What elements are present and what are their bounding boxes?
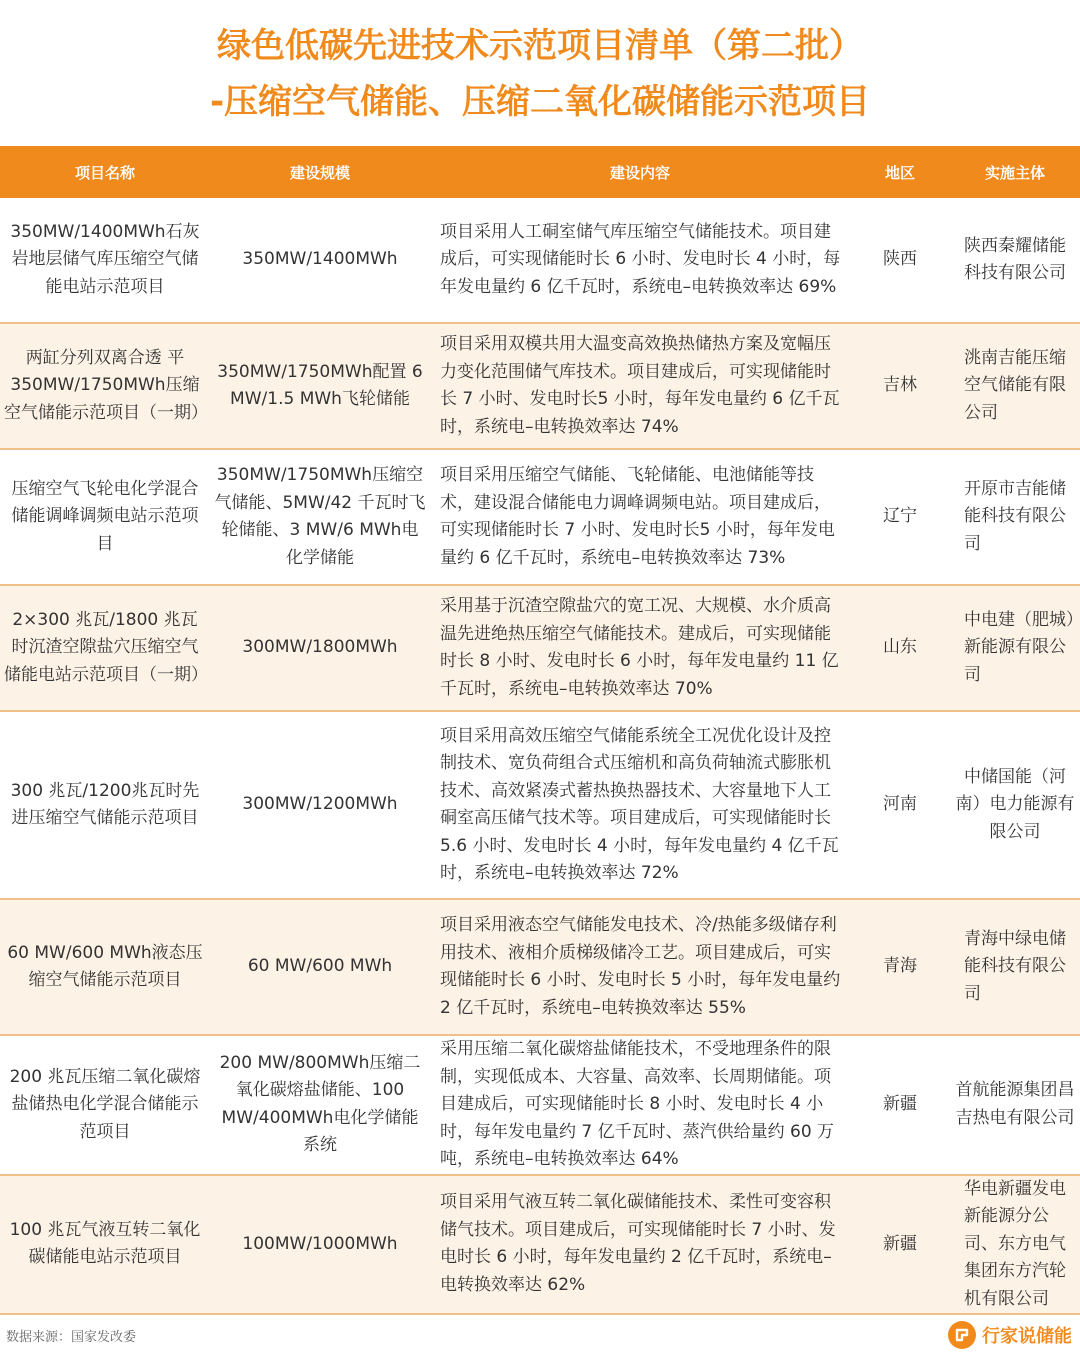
cell-region: 辽宁 [850, 449, 950, 585]
data-source: 数据来源：国家发改委 [6, 1330, 137, 1345]
table-header-row [0, 146, 1080, 198]
cell-region: 新疆 [850, 1035, 950, 1175]
cell-org: 首航能源集团昌吉热电有限公司 [950, 1035, 1080, 1175]
cell-content: 采用压缩二氧化碳熔盐储能技术，不受地理条件的限制，实现低成本、大容量、高效率、长周期储能。项目建成后，可实现储能时长 8 小时、发电时长 4 小时，每年发电量约 7 亿千瓦时、蒸汽供给量约 60 万吨，系统电–电转换效率达 64% [430, 1035, 850, 1175]
table-row [0, 711, 1080, 899]
cell-scale: 100MW/1000MWh [210, 1175, 430, 1315]
cell-region: 陕西 [850, 198, 950, 323]
cell-project-name: 350MW/1400MWh石灰岩地层储气库压缩空气储能电站示范项目 [0, 198, 210, 323]
table-row [0, 585, 1080, 711]
header-region: 地区 [850, 146, 950, 198]
brand-name: 行家说储能 [982, 1326, 1072, 1347]
header-content: 建设内容 [430, 146, 850, 198]
table-row [0, 1035, 1080, 1175]
cell-org: 中电建（肥城）新能源有限公司 [950, 585, 1080, 711]
cell-org: 中储国能（河南）电力能源有限公司 [950, 711, 1080, 899]
footer [0, 1312, 1080, 1359]
cell-content: 项目采用双模共用大温变高效换热储热方案及宽幅压力变化范围储气库技术。项目建成后，可实现储能时长 7 小时、发电时长5 小时，每年发电量约 6 亿千瓦时，系统电–电转换效率达 74% [430, 323, 850, 449]
cell-project-name: 60 MW/600 MWh液态压缩空气储能示范项目 [0, 899, 210, 1035]
cell-org: 华电新疆发电新能源分公司、东方电气集团东方汽轮机有限公司 [950, 1175, 1080, 1315]
table-row [0, 323, 1080, 449]
cell-project-name: 2×300 兆瓦/1800 兆瓦时沉渣空隙盐穴压缩空气储能电站示范项目（一期） [0, 585, 210, 711]
cell-scale: 200 MW/800MWh压缩二氧化碳熔盐储能、100 MW/400MWh电化学储能系统 [210, 1035, 430, 1175]
cell-region: 新疆 [850, 1175, 950, 1315]
cell-project-name: 两缸分列双离合透 平350MW/1750MWh压缩空气储能示范项目（一期） [0, 323, 210, 449]
cell-content: 采用基于沉渣空隙盐穴的宽工况、大规模、水介质高温先进绝热压缩空气储能技术。建成后，可实现储能时长 8 小时、发电时长 6 小时，每年发电量约 11 亿千瓦时，系统电–电转换效率达 70% [430, 585, 850, 711]
cell-scale: 60 MW/600 MWh [210, 899, 430, 1035]
cell-content: 项目采用高效压缩空气储能系统全工况优化设计及控制技术、宽负荷组合式压缩机和高负荷轴流式膨胀机技术、高效紧凑式蓄热换热器技术、大容量地下人工硐室高压储气技术等。项目建成后，可实现储能时长 5.6 小时、发电时长 4 小时，每年发电量约 4 亿千瓦时，系统电–电转换效率达 72% [430, 711, 850, 899]
brand-logo-icon [948, 1321, 976, 1349]
cell-scale: 350MW/1750MWh压缩空气储能、5MW/42 千瓦时飞轮储能、3 MW/6 MWh电化学储能 [210, 449, 430, 585]
table-row [0, 899, 1080, 1035]
table-row [0, 1175, 1080, 1315]
cell-content: 项目采用液态空气储能发电技术、冷/热能多级储存利用技术、液相介质梯级储冷工艺。项目建成后，可实现储能时长 6 小时、发电时长 5 小时，每年发电量约 2 亿千瓦时，系统电–电转换效率达 55% [430, 899, 850, 1035]
header-scale: 建设规模 [210, 146, 430, 198]
cell-org: 陕西秦耀储能科技有限公司 [950, 198, 1080, 323]
cell-project-name: 100 兆瓦气液互转二氧化碳储能电站示范项目 [0, 1175, 210, 1315]
cell-content: 项目采用人工硐室储气库压缩空气储能技术。项目建成后，可实现储能时长 6 小时、发电时长 4 小时，每年发电量约 6 亿千瓦时，系统电–电转换效率达 69% [430, 198, 850, 323]
cell-scale: 300MW/1200MWh [210, 711, 430, 899]
cell-org: 洮南吉能压缩空气储能有限公司 [950, 323, 1080, 449]
table-row [0, 198, 1080, 323]
cell-scale: 350MW/1750MWh配置 6 MW/1.5 MWh飞轮储能 [210, 323, 430, 449]
cell-org: 开原市吉能储能科技有限公司 [950, 449, 1080, 585]
cell-region: 山东 [850, 585, 950, 711]
cell-region: 吉林 [850, 323, 950, 449]
cell-content: 项目采用压缩空气储能、飞轮储能、电池储能等技术，建设混合储能电力调峰调频电站。项目建成后，可实现储能时长 7 小时、发电时长5 小时，每年发电量约 6 亿千瓦时，系统电–电转换效率达 73% [430, 449, 850, 585]
cell-project-name: 压缩空气飞轮电化学混合储能调峰调频电站示范项目 [0, 449, 210, 585]
brand [948, 1320, 1072, 1350]
cell-project-name: 300 兆瓦/1200兆瓦时先进压缩空气储能示范项目 [0, 711, 210, 899]
header-project-name: 项目名称 [0, 146, 210, 198]
title-line-2: -压缩空气储能、压缩二氧化碳储能示范项目 [209, 82, 871, 122]
cell-scale: 350MW/1400MWh [210, 198, 430, 323]
cell-project-name: 200 兆瓦压缩二氧化碳熔盐储热电化学混合储能示范项目 [0, 1035, 210, 1175]
cell-org: 青海中绿电储能科技有限公司 [950, 899, 1080, 1035]
cell-content: 项目采用气液互转二氧化碳储能技术、柔性可变容积储气技术。项目建成后，可实现储能时长 7 小时、发电时长 6 小时，每年发电量约 2 亿千瓦时，系统电–电转换效率达 62% [430, 1175, 850, 1315]
table-row [0, 449, 1080, 585]
page-title [0, 0, 1080, 145]
title-line-1: 绿色低碳先进技术示范项目清单（第二批） [217, 26, 863, 66]
cell-scale: 300MW/1800MWh [210, 585, 430, 711]
cell-region: 青海 [850, 899, 950, 1035]
header-org: 实施主体 [950, 146, 1080, 198]
project-table [0, 146, 1080, 1315]
cell-region: 河南 [850, 711, 950, 899]
